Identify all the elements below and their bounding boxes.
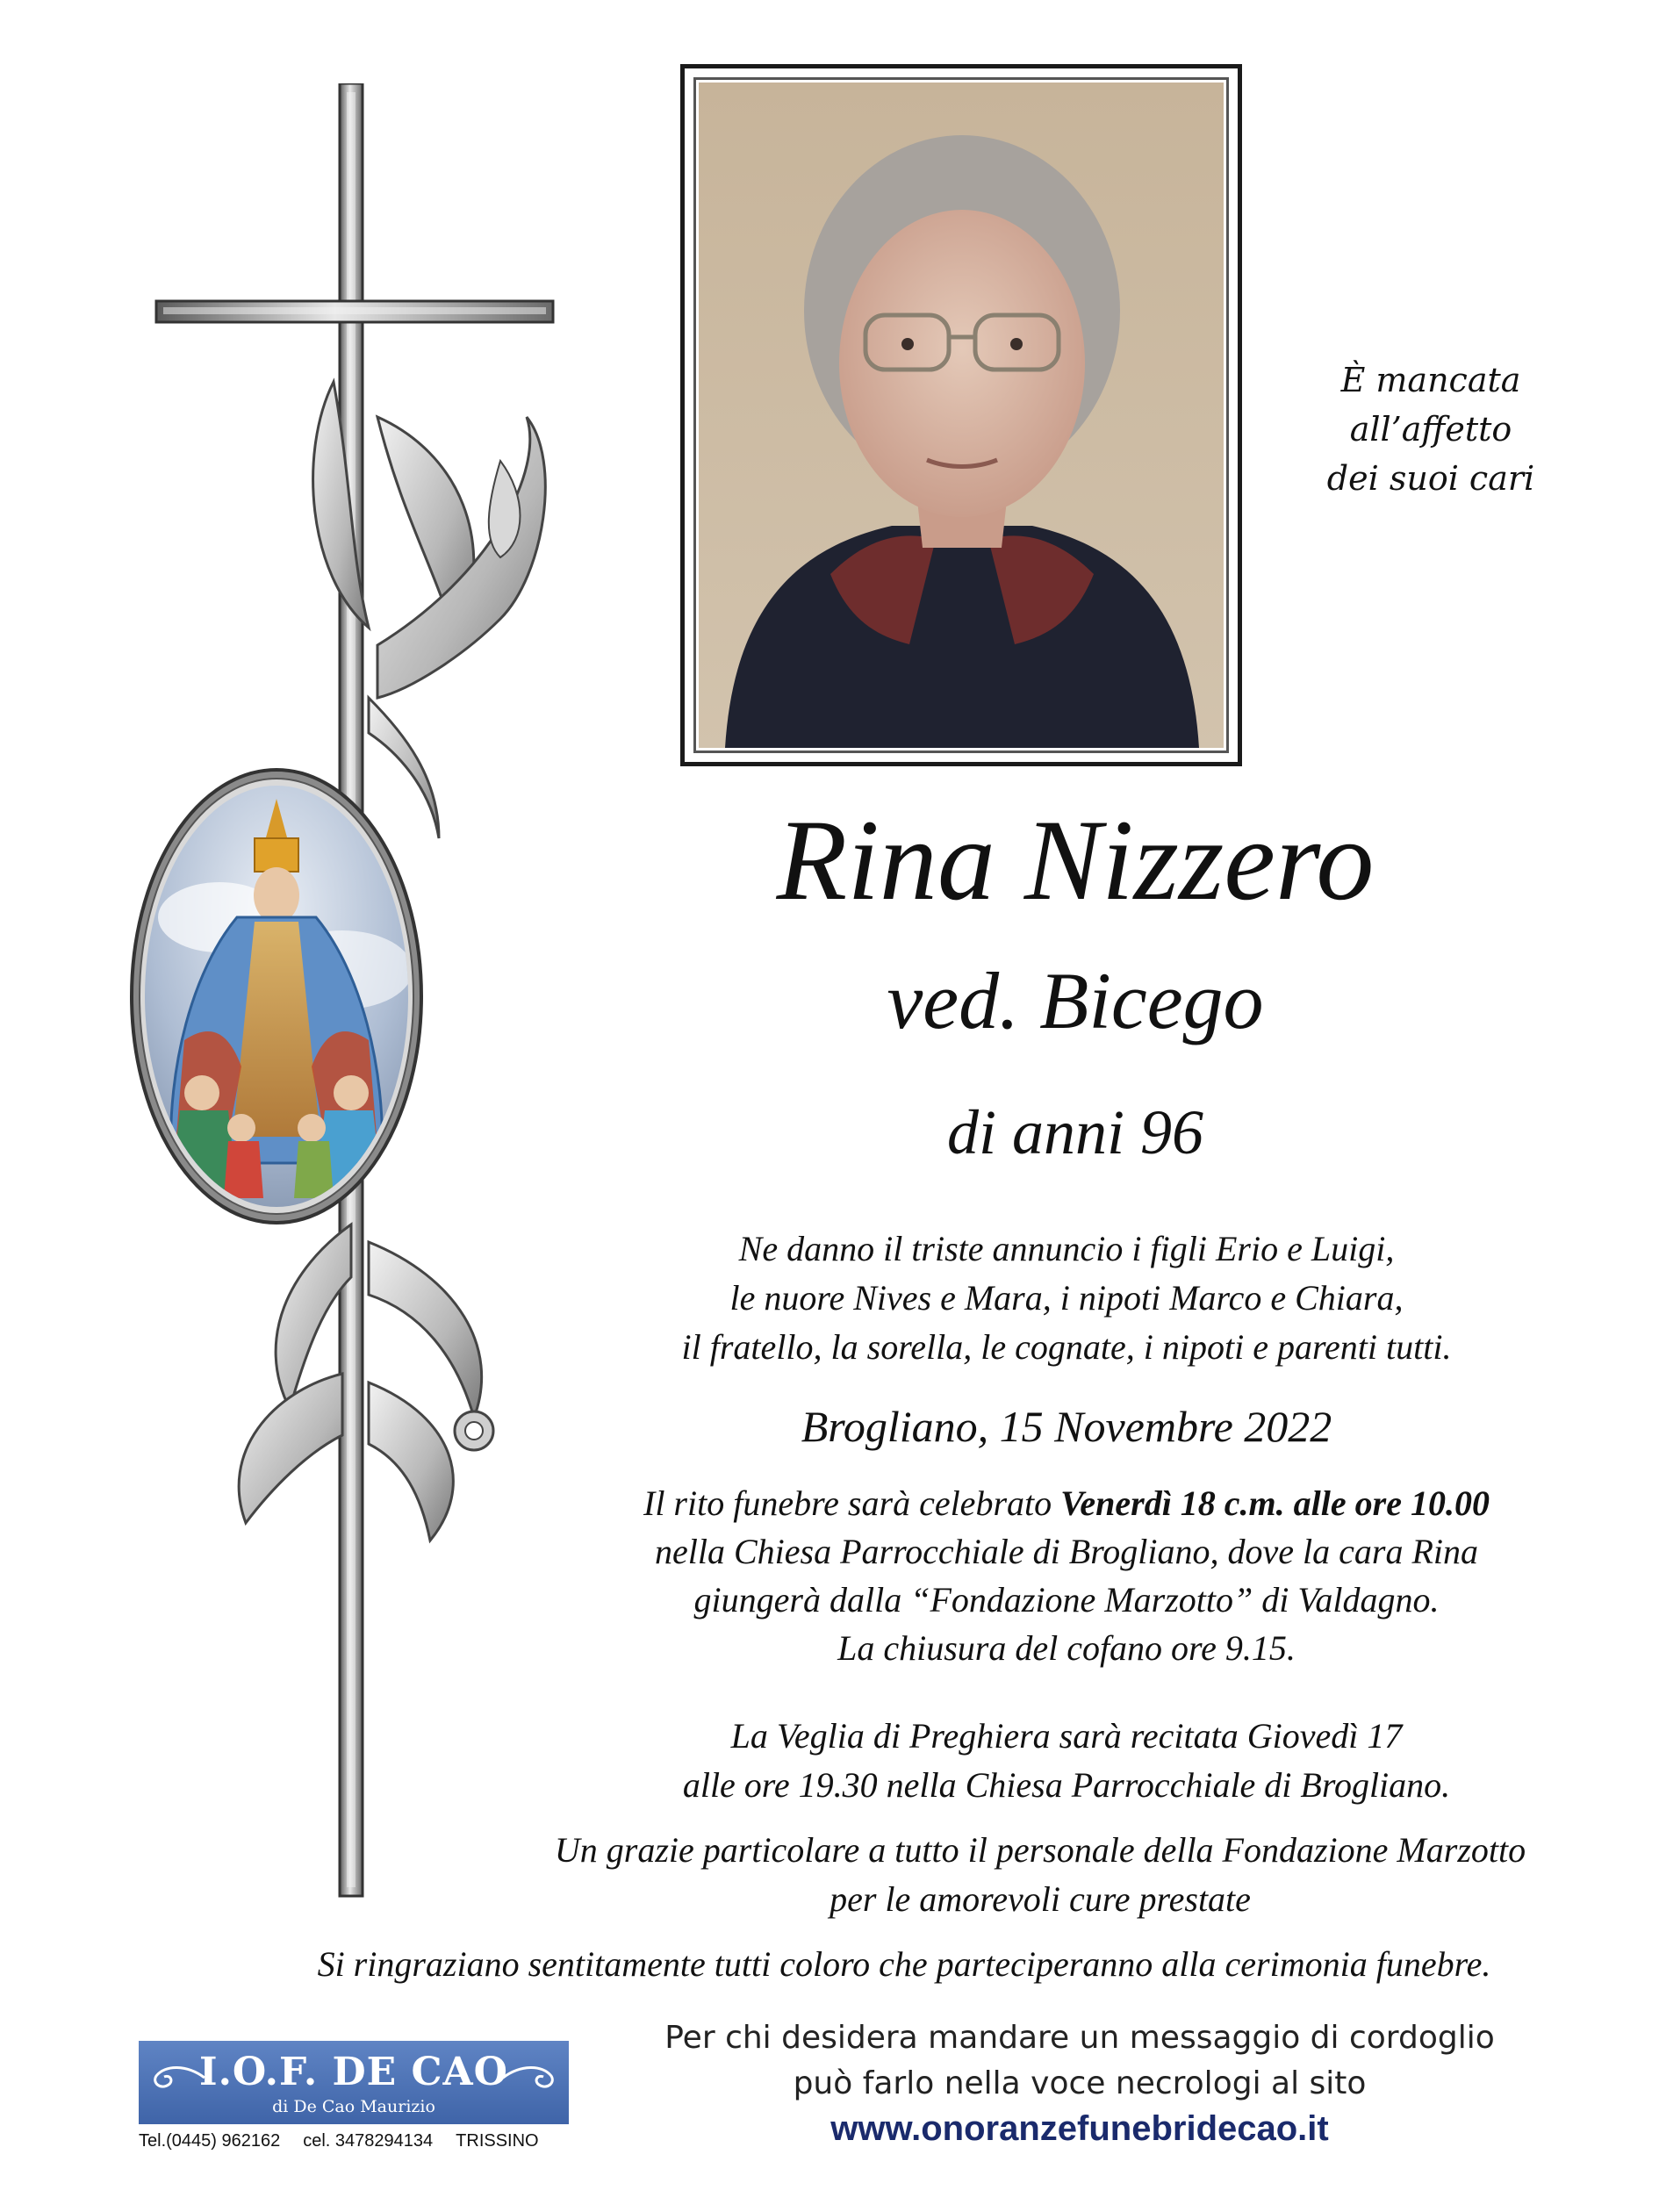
announcement-line: le nuore Nives e Mara, i nipoti Marco e Chiara,	[729, 1278, 1404, 1318]
portrait-frame	[680, 64, 1242, 766]
funeral-line: giungerà dalla “Fondazione Marzotto” di Valdagno.	[693, 1580, 1440, 1620]
deceased-name: Rina Nizzero	[776, 795, 1375, 924]
condolence-line: può farlo nella voce necrologi al sito	[793, 2065, 1367, 2101]
funeral-home-name: I.O.F. DE CAO	[199, 2050, 508, 2094]
announcement	[562, 1224, 1571, 1372]
thanks-line: per le amorevoli cure prestate	[830, 1879, 1251, 1919]
funeral-home-owner: di De Cao Maurizio	[272, 2097, 435, 2116]
deceased-age: di anni 96	[946, 1097, 1203, 1167]
cross-icon	[88, 83, 579, 1909]
funeral-home-logo	[139, 2041, 569, 2124]
funeral-time: Venerdì 18 c.m. alle ore 10.00	[1060, 1483, 1490, 1523]
funeral-details	[544, 1479, 1589, 1672]
place-date: Brogliano, 15 Novembre 2022	[801, 1402, 1332, 1451]
funeral-home-contacts	[139, 2131, 578, 2151]
intro-line: all’affetto	[1349, 410, 1512, 449]
condolence-line: Per chi desidera mandare un messaggio di cordoglio	[664, 2020, 1495, 2056]
intro-line: È mancata	[1340, 361, 1521, 399]
intro-note	[1295, 356, 1567, 503]
vigil-line: La Veglia di Preghiera sarà recitata Giovedì 17	[730, 1716, 1403, 1756]
announcement-line: il fratello, la sorella, le cognate, i nipoti e parenti tutti.	[681, 1327, 1452, 1367]
announcement-line: Ne danno il triste annuncio i figli Erio e Luigi,	[738, 1229, 1395, 1268]
mobile-number: cel. 3478294134	[303, 2131, 434, 2151]
funeral-intro: Il rito funebre sarà celebrato	[643, 1483, 1061, 1523]
thanks-staff	[456, 1826, 1624, 1924]
widow-of: ved. Bicego	[887, 956, 1264, 1045]
portrait-photo	[699, 83, 1224, 748]
funeral-line	[544, 1479, 1589, 1527]
town-name: TRISSINO	[456, 2131, 539, 2151]
intro-line: dei suoi cari	[1326, 459, 1535, 498]
vigil-details	[544, 1712, 1589, 1810]
website-link[interactable]: www.onoranzefunebridecao.it	[830, 2109, 1329, 2148]
thanks-all: Si ringraziano sentitamente tutti coloro che parteciperanno alla cerimonia funebre.	[317, 1944, 1491, 1984]
thanks-line: Un grazie particolare a tutto il personale della Fondazione Marzotto	[554, 1830, 1526, 1870]
condolence-note	[614, 2015, 1545, 2107]
funeral-line: La chiusura del cofano ore 9.15.	[837, 1628, 1296, 1668]
phone-number: Tel.(0445) 962162	[139, 2131, 281, 2151]
funeral-line: nella Chiesa Parrocchiale di Brogliano, dove la cara Rina	[654, 1532, 1478, 1571]
vigil-line: alle ore 19.30 nella Chiesa Parrocchiale di Brogliano.	[682, 1765, 1451, 1805]
